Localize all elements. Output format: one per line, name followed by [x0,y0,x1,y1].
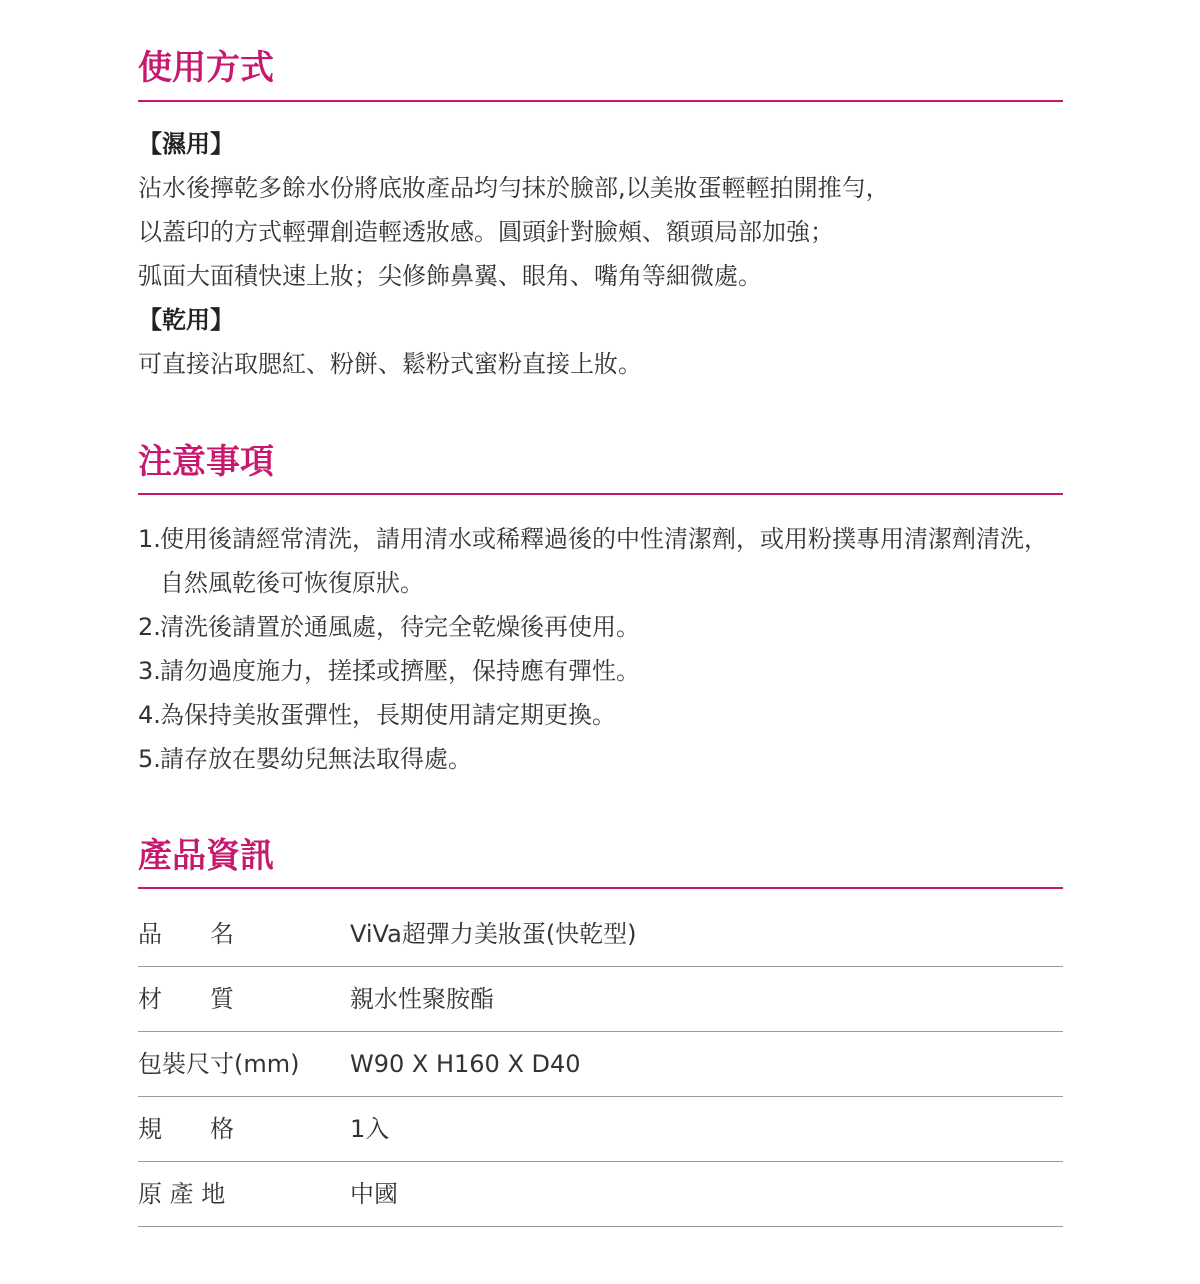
usage-title-rule [138,100,1063,102]
spec-value: ViVa超彈力美妝蛋(快乾型) [350,920,637,948]
spec-label: 規 格 [138,1115,234,1143]
spec-row [138,1162,1063,1227]
dry-use-heading: 【乾用】 [138,306,234,334]
spec-row [138,1032,1063,1097]
spec-label: 材 質 [138,985,234,1013]
product-info-title: 產品資訊 [138,836,274,876]
notice-item-text: 清洗後請置於通風處，待完全乾燥後再使用。 [160,613,640,641]
notice-item [138,737,1063,781]
notice-item-text: 使用後請經常清洗，請用清水或稀釋過後的中性清潔劑，或用粉撲專用清潔劑清洗，自然風乾後可恢復原狀。 [160,525,1048,597]
spec-row [138,902,1063,967]
spec-label: 包裝尺寸(mm) [138,1050,300,1078]
spec-row [138,967,1063,1032]
notice-title: 注意事項 [138,442,274,482]
dry-use-line: 可直接沾取腮紅、粉餅、鬆粉式蜜粉直接上妝。 [138,350,642,378]
usage-title: 使用方式 [138,48,274,88]
notice-item-text: 請勿過度施力，搓揉或擠壓，保持應有彈性。 [160,657,640,685]
notice-section [138,442,1063,773]
notice-item-number: 4. [138,701,161,729]
spec-label: 品 名 [138,920,234,948]
notice-item-text: 為保持美妝蛋彈性，長期使用請定期更換。 [160,701,616,729]
spec-label: 原 產 地 [138,1180,226,1208]
spec-value: 親水性聚胺酯 [350,985,494,1013]
notice-item-number: 1. [138,525,161,553]
notice-list [138,517,1063,781]
notice-item [138,517,1063,605]
spec-value: 中國 [350,1180,398,1208]
notice-item [138,649,1063,693]
wet-use-heading: 【濕用】 [138,130,234,158]
wet-use-line: 以蓋印的方式輕彈創造輕透妝感。圓頭針對臉頰、額頭局部加強； [138,218,834,246]
usage-body [138,122,1063,386]
wet-use-line: 沾水後擰乾多餘水份將底妝產品均勻抹於臉部,以美妝蛋輕輕拍開推勻， [138,174,890,202]
spec-value: 1入 [350,1115,390,1143]
product-info-title-rule [138,887,1063,889]
notice-item [138,693,1063,737]
notice-item-number: 5. [138,745,161,773]
notice-item-text: 請存放在嬰幼兒無法取得處。 [160,745,472,773]
notice-title-rule [138,493,1063,495]
notice-item [138,605,1063,649]
usage-section [138,48,1063,378]
spec-table [138,902,1063,1227]
notice-item-number: 2. [138,613,161,641]
wet-use-line: 弧面大面積快速上妝；尖修飾鼻翼、眼角、嘴角等細微處。 [138,262,762,290]
product-info-section [138,836,1063,1208]
spec-value: W90 X H160 X D40 [350,1050,581,1078]
notice-item-number: 3. [138,657,161,685]
spec-row [138,1097,1063,1162]
